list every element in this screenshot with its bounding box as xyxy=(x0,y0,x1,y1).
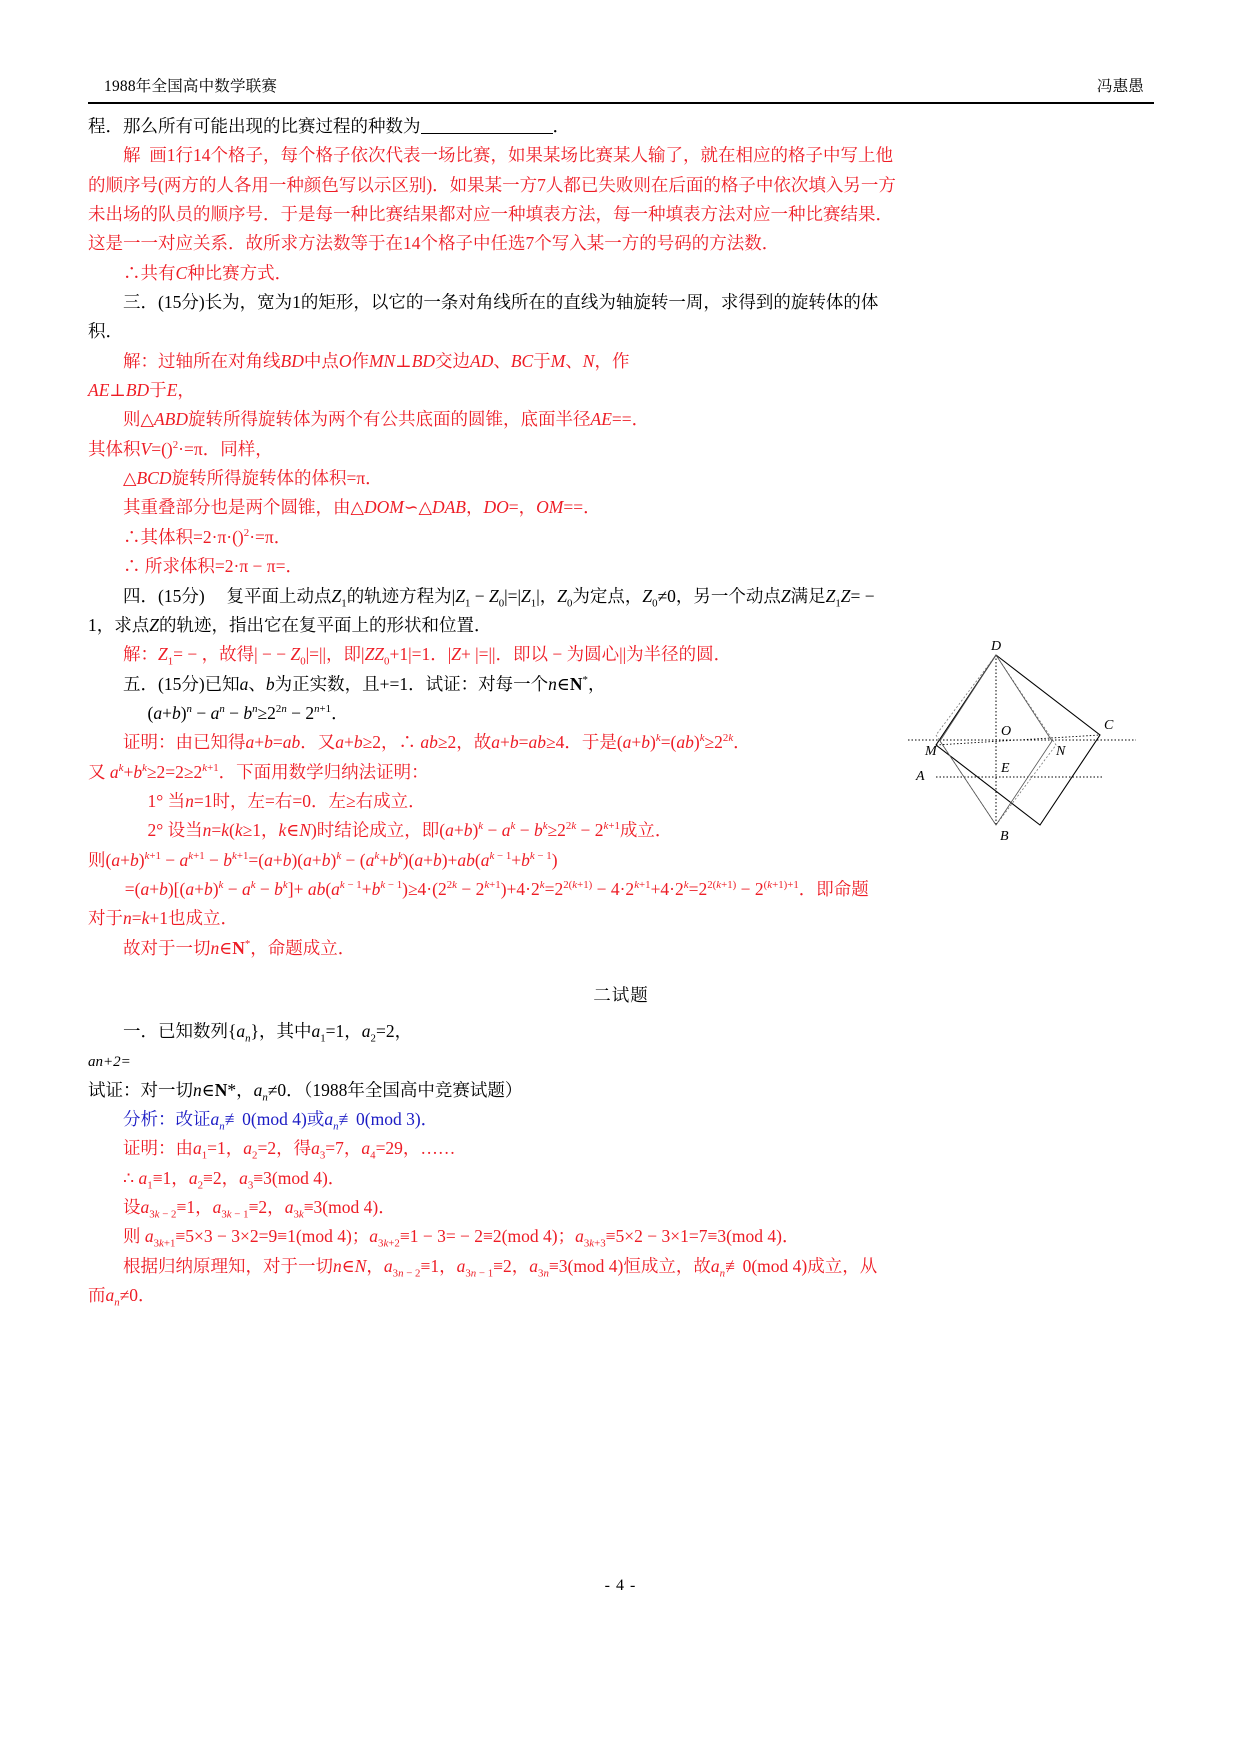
recurrence-text: an+2= xyxy=(88,1054,131,1071)
part2-q1-number: 一． xyxy=(123,1020,158,1041)
solution-3-line-3: 则△ABD旋转所得旋转体为两个有公共底面的圆锥，底面半径AE==． xyxy=(123,409,650,430)
question-3-score: (15分) xyxy=(158,292,205,313)
solution-3-line-6: 其重叠部分也是两个圆锥，由△DOM∽△DAB，DO=，OM==． xyxy=(123,497,601,518)
question-5-formula: $(a+b)^n - a^n - b^n\ge 2^{2n} - 2^{n+1}$． xyxy=(147,702,349,723)
solution-3-line-7: ∴其体积=2·π·()$^2$·=π． xyxy=(123,526,292,547)
solution-1-line-3: 未出场的队员的顺序号．于是每一种比赛结果都对应一种填表方法，每一种填表方法对应一种比赛结果． xyxy=(88,204,893,225)
question-3-line-2: 积． xyxy=(88,321,123,342)
figure-label-O: O xyxy=(1001,723,1012,739)
running-head-left: 1988年全国高中数学联赛 xyxy=(104,78,278,95)
question-5-line-1: 五．(15分)已知a、b为正实数，且+=1．试证：对每一个n∈N*， xyxy=(123,673,606,694)
page-number: - 4 - xyxy=(604,1577,637,1594)
geometry-figure xyxy=(892,637,1148,849)
solution-3-line-1: 解：过轴所在对角线BD中点O作MN⊥BD交边AD、BC于M、N，作 xyxy=(123,350,630,371)
header-rule xyxy=(88,102,1154,104)
solution-1-line-5 xyxy=(88,259,1154,287)
figure-label-A: A xyxy=(916,768,925,784)
solution-5-line-2: 又 $a^k+b^k\ge 2=2\ge 2^{k+1}$．下面用数学归纳法证明： xyxy=(88,761,429,782)
part2-prove-line: 试证：对一切n∈N*，$a_n\ne 0$．（1988年全国高中竞赛试题） xyxy=(88,1079,523,1104)
question-3-line-1 xyxy=(88,288,1154,316)
solution-3-line-2: AE⊥BD于E， xyxy=(88,380,195,401)
solution-5-line-3: 1° 当n=1时，左=右=0．左≥右成立． xyxy=(147,790,426,811)
combination-symbol: C xyxy=(175,262,188,283)
solution-1-text-1: 画1行14个格子，每个格子依次代表一场比赛，如果某场比赛某人输了，就在相应的格子中写上他 xyxy=(149,145,893,166)
question-4-score: (15分) xyxy=(158,585,205,606)
part2-proof-line-5: 根据归纳原理知，对于一切n∈N，$a_{3n - 2}\equiv 1$，$a_{3n - 1}\equiv 2$，$a_{3n}\equiv 3(mod$ 4)恒成立，故$a_n≢0(mod$ 4)成立，从 xyxy=(123,1255,878,1280)
question-4-line-2: 1，求点Z的轨迹，指出它在复平面上的形状和位置． xyxy=(88,614,492,635)
solution-5-line-7: 对于n=k+1也成立． xyxy=(88,908,239,929)
solution-3-line-8: ∴ 所求体积=2·π − π=． xyxy=(123,556,303,577)
continued-text: 程．那么所有可能出现的比赛过程的种数为 xyxy=(88,116,421,136)
solution-5-line-5: 则$(a+b)^{k+1} - a^{k+1} - b^{k+1}=(a+b)(a+b)^k - (a^k+b^k)(a+b)+ab(a^{k - 1}+b^{k - 1})$ xyxy=(88,849,558,870)
solution-5-line-4: 2° 设当n=k(k≥1，k∈N)时结论成立，即$(a+b)^k - a^k - b^k\ge 2^{2k} - 2^{k+1}$成立． xyxy=(147,820,673,841)
part2-recurrence xyxy=(88,1046,1154,1074)
running-head-right: 冯惠愚 xyxy=(1096,78,1144,95)
solution-label: 解 xyxy=(123,145,141,166)
solution-3-line-5: △BCD旋转所得旋转体的体积=π． xyxy=(123,468,383,489)
question-5-number: 五． xyxy=(123,673,158,694)
part2-proof-line-1: 证明：由$a_1=1$，$a_2=2$，得$a_3=7$，$a_4=29$，…… xyxy=(123,1138,456,1162)
question-3-number: 三． xyxy=(123,292,158,313)
question-4-line-1: 四．(15分) 复平面上动点$Z_1$的轨迹方程为$|Z_1 - Z_0|=|Z_1|$，$Z_0$为定点，$Z_0\ne 0$，另一个动点Z满足$Z_1Z=$ − xyxy=(123,585,875,609)
solution-1-line-2: 的顺序号(两方的人各用一种颜色写以示区别)．如果某一方7人都已失败则在后面的格子中依次填入另一方 xyxy=(88,174,896,195)
question-5-score: (15分) xyxy=(158,673,205,694)
solution-1-line-4: 这是一一对应关系．故所求方法数等于在14个格子中任选7个写入某一方的号码的方法数． xyxy=(88,233,780,254)
fill-in-blank xyxy=(421,133,553,134)
conclusion-prefix: ∴共有 xyxy=(123,262,176,283)
solution-1-line-1 xyxy=(88,141,1154,169)
conclusion-suffix: 种比赛方式． xyxy=(187,262,293,283)
solution-3-line-4: 其体积V=()$^2$·=π．同样， xyxy=(88,438,273,459)
solution-5-line-8: 故对于一切n∈N*，命题成立． xyxy=(123,937,356,958)
part2-analysis: 分析：改证$a_n≢0(mod$ 4)或$a_n≢0(mod$ 3)． xyxy=(123,1109,439,1133)
part2-proof-line-4: 则 $a_{3k+1}\equiv 5\times 3 - 3\times 2=9\equiv 1(mod$ 4)；$a_{3k+2}\equiv 1 - 3= - 2\equiv 2(mod$ 4)；$a_{3k+3}\equiv 5\times 2 - 3\times 1=7\equiv 3(mod$ 4)． xyxy=(123,1226,800,1250)
figure-label-D: D xyxy=(991,638,1002,654)
figure-label-C: C xyxy=(1104,717,1114,733)
figure-label-N: N xyxy=(1056,743,1066,759)
page-content xyxy=(88,74,1154,1310)
figure-label-M: M xyxy=(925,743,937,759)
part2-proof-line-2: ∴ $a_1\equiv 1$，$a_2\equiv 2$，$a_3\equiv 3(mod$ 4)． xyxy=(123,1167,346,1192)
running-head xyxy=(88,74,1154,100)
continued-tail: ． xyxy=(552,116,570,136)
solution-4: 解：$Z_1=$ − ，故得| − − $Z_0|=||$，即$|ZZ_0+1|=1$．|Z+ |=||．即以 − 为圆心||为半径的圆． xyxy=(123,644,732,668)
solution-5-line-1: 证明：由已知得a+b=ab．又a+b≥2，∴ ab≥2，故a+b=ab≥4．于是$(a+b)^k=(ab)^k\ge 2^{2k}$． xyxy=(123,732,751,753)
question-3-text: 长为，宽为1的矩形，以它的一条对角线所在的直线为轴旋转一周，求得到的旋转体的体 xyxy=(204,292,879,313)
part2-proof-line-3: 设$a_{3k - 2}\equiv 1$，$a_{3k - 1}\equiv 2$，$a_{3k}\equiv 3(mod$ 4)． xyxy=(123,1197,396,1221)
part-2-title: 二试题 xyxy=(593,984,649,1005)
question-4-number: 四． xyxy=(123,585,158,606)
page-footer xyxy=(0,1577,1241,1595)
part2-proof-line-6: 而$a_n\ne 0$． xyxy=(88,1285,156,1309)
solution-5-line-6: $=(a+b)[(a+b)^k - a^k - b^k]+ ab(a^{k - 1}+b^{k - 1})\ge 4\cdot(2^{2k} - 2^{k+1})+4\cdot 2^k=2^{2(k+1)} - 4\cdot 2^{k+1}+4\cdot 2^k=2^{2(k+1)} - 2^{(k+1)+1}$．即命题 xyxy=(124,878,869,899)
part2-question-1: 一．已知数列$\{a_n\}$，其中$a_1=1$，$a_2=2$， xyxy=(123,1020,413,1045)
figure-label-E: E xyxy=(1001,760,1010,776)
figure-label-B: B xyxy=(1000,828,1009,844)
paragraph-continued xyxy=(88,112,1154,140)
